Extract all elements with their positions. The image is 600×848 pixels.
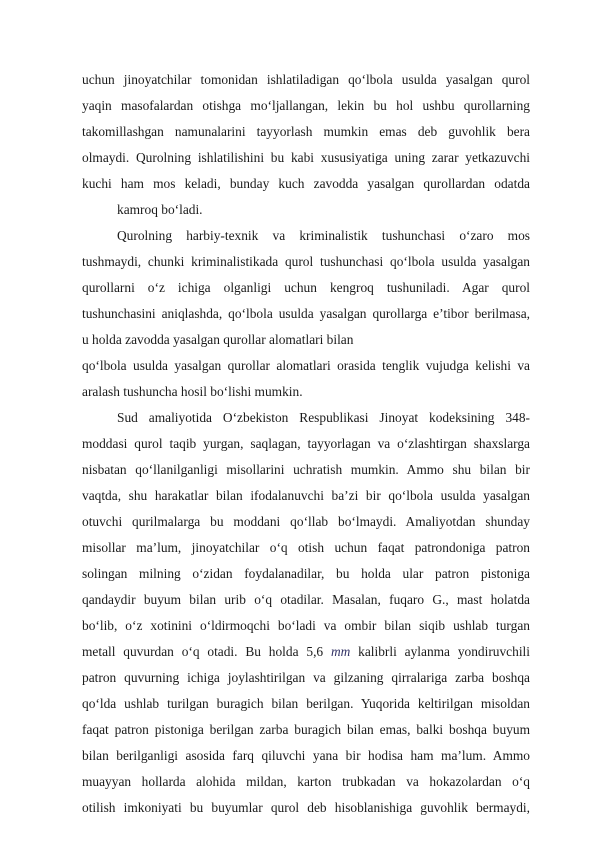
text-line: yaqin masofalardan otishga mo‘ljallangan, lekin bu hol ushbu qurollarning <box>82 98 530 113</box>
text-line: patron quvurning ichiga joylashtirilgan va gilzaning qirralariga zarba boshqa <box>82 670 530 685</box>
text-line: aralash tushuncha hosil bo‘lishi mumkin. <box>82 384 303 399</box>
text-line: faqat patron pistoniga berilgan zarba buragich bilan emas, balki boshqa buyum <box>82 722 530 737</box>
text-line: qandaydir buyum bilan urib o‘q otadilar. Masalan, fuqaro G., mast holatda <box>82 592 530 607</box>
text-line: otuvchi qurilmalarga bu moddani qo‘llab bo‘lmaydi. Amaliyotdan shunday <box>82 514 530 529</box>
text-line: bo‘lib, o‘z xotinini o‘ldirmoqchi bo‘ladi va ombir bilan siqib ushlab turgan <box>82 618 530 633</box>
text-line: solingan milning o‘zidan foydalanadilar, bu holda ular patron pistoniga <box>82 566 530 581</box>
text-line: vaqtda, shu harakatlar bilan ifodalanuvchi ba’zi bir qo‘lbola usulda yasalgan <box>82 488 530 503</box>
text-line: qo‘lda ushlab turilgan buragich bilan berilgan. Yuqorida keltirilgan misoldan <box>82 696 530 711</box>
text-line: olmaydi. Qurolning ishlatilishini bu kabi xususiyatiga uning zarar yetkazuvchi <box>82 150 530 165</box>
text-line: muayyan hollarda alohida mildan, karton trubkadan va hokazolardan o‘q <box>82 774 530 789</box>
text-segment: metall quvurdan o‘q otadi. Bu holda 5,6 <box>82 644 324 659</box>
text-line: qo‘lbola usulda yasalgan qurollar alomatlari orasida tenglik vujudga kelishi va <box>82 358 530 373</box>
text-line: qurollarni o‘z ichiga olganligi uchun kengroq tushuniladi. Agar qurol <box>82 280 530 295</box>
text-line-with-unit <box>82 642 530 662</box>
text-line: uchun jinoyatchilar tomonidan ishlatiladigan qo‘lbola usulda yasalgan qurol <box>82 72 530 87</box>
text-line: kuchi ham mos keladi, bunday kuch zavodda yasalgan qurollardan odatda <box>82 176 530 191</box>
text-line: u holda zavodda yasalgan qurollar alomatlari bilan <box>82 332 354 347</box>
text-line: nisbatan qo‘llanilganligi misollarini uchratish mumkin. Ammo shu bilan bir <box>82 462 530 477</box>
text-line: takomillashgan namunalarini tayyorlash mumkin emas deb guvohlik bera <box>82 124 530 139</box>
text-line: moddasi qurol taqib yurgan, saqlagan, tayyorlagan va o‘zlashtirgan shaxslarga <box>82 436 530 451</box>
text-line: kamroq bo‘ladi. <box>117 202 203 217</box>
text-line: bilan berilganligi asosida farq qiluvchi yana bir hodisa ham ma’lum. Ammo <box>82 748 530 763</box>
text-line: misollar ma’lum, jinoyatchilar o‘q otish uchun faqat patrondoniga patron <box>82 540 530 555</box>
text-line: tushunchasini aniqlashda, qo‘lbola usulda yasalgan qurollarga e’tibor berilmasa, <box>82 306 530 321</box>
unit-mm: mm <box>330 644 351 659</box>
text-line: otilish imkoniyati bu buyumlar qurol deb hisoblanishiga guvohlik bermaydi, <box>82 800 530 815</box>
text-segment: kalibrli aylanma yondiruvchili <box>358 644 530 659</box>
text-line: Qurolning harbiy-texnik va kriminalistik tushunchasi o‘zaro mos <box>117 228 530 243</box>
text-line: tushmaydi, chunki kriminalistikada qurol tushunchasi qo‘lbola usulda yasalgan <box>82 254 530 269</box>
text-line: Sud amaliyotida O‘zbekiston Respublikasi Jinoyat kodeksining 348- <box>117 410 530 425</box>
